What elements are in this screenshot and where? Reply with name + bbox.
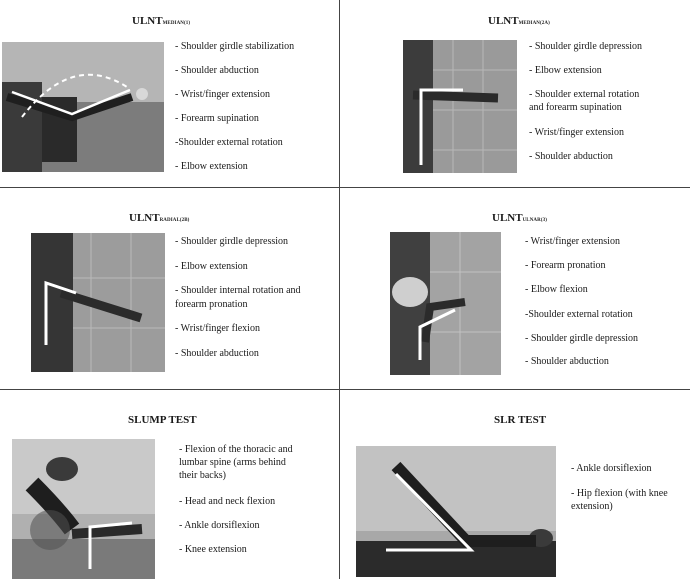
- list-slump-test: [179, 444, 329, 574]
- panel-title-slr-test: [494, 414, 546, 426]
- row-divider-2: [0, 389, 690, 390]
- list-item: - Hip flexion (with knee: [571, 488, 668, 499]
- photo-ulnt-radial2b: [31, 233, 165, 372]
- list-item: forearm pronation: [175, 299, 248, 310]
- list-item: extension): [571, 501, 613, 512]
- visual-search-lens-icon[interactable]: [30, 510, 70, 550]
- title-main: SLR TEST: [494, 414, 547, 426]
- list-ulnt-median1: [175, 41, 335, 181]
- list-item: - Shoulder abduction: [175, 348, 259, 359]
- photo-ulnt-median2a: [403, 40, 517, 173]
- list-item: - Forearm pronation: [525, 260, 606, 271]
- list-item: and forearm supination: [529, 102, 622, 113]
- list-slr-test: [571, 463, 689, 543]
- title-main: ULNT: [132, 15, 163, 27]
- panel-title-slump-test: [128, 414, 197, 426]
- list-item: - Elbow flexion: [525, 284, 588, 295]
- list-item: - Shoulder girdle depression: [175, 236, 289, 247]
- panel-title-ulnt-ulnar3: [492, 212, 547, 224]
- title-main: ULNT: [488, 15, 519, 27]
- panel-title-ulnt-radial2b: [129, 212, 189, 224]
- list-item: - Wrist/finger extension: [175, 89, 270, 100]
- list-item: -Shoulder external rotation: [525, 309, 633, 320]
- list-item: - Elbow extension: [175, 261, 248, 272]
- photo-ulnt-median1: [2, 42, 164, 172]
- title-main: ULNT: [492, 212, 523, 224]
- list-ulnt-radial2b: [175, 236, 335, 376]
- list-item: - Shoulder girdle stabilization: [175, 41, 295, 52]
- title-main: ULNT: [129, 212, 160, 224]
- panel-title-ulnt-median2a: [488, 15, 550, 27]
- photo-slump-test: [12, 439, 155, 579]
- list-item: their backs): [179, 470, 226, 481]
- list-item: - Wrist/finger flexion: [175, 323, 260, 334]
- list-item: - Shoulder abduction: [525, 356, 609, 367]
- title-subscript: MEDIAN(2A): [518, 21, 550, 26]
- row-divider-1: [0, 187, 690, 188]
- list-item: - Shoulder abduction: [175, 65, 259, 76]
- list-item: - Shoulder external rotation: [529, 89, 640, 100]
- list-item: - Head and neck flexion: [179, 496, 276, 507]
- list-item: - Wrist/finger extension: [529, 127, 624, 138]
- list-item: - Flexion of the thoracic and: [179, 444, 293, 455]
- list-item: - Forearm supination: [175, 113, 259, 124]
- list-item: - Shoulder internal rotation and: [175, 285, 301, 296]
- list-item: - Elbow extension: [175, 161, 248, 172]
- list-item: - Wrist/finger extension: [525, 236, 620, 247]
- list-item: lumbar spine (arms behind: [179, 457, 286, 468]
- list-item: - Shoulder girdle depression: [529, 41, 643, 52]
- title-subscript: ULNAR(3): [522, 218, 547, 223]
- list-item: -Shoulder external rotation: [175, 137, 283, 148]
- list-item: - Elbow extension: [529, 65, 602, 76]
- panel-title-ulnt-median1: [132, 15, 190, 27]
- vertical-divider: [339, 0, 340, 579]
- list-item: - Ankle dorsiflexion: [571, 463, 652, 474]
- title-subscript: RADIAL(2B): [159, 218, 190, 223]
- list-item: - Knee extension: [179, 544, 247, 555]
- title-subscript: MEDIAN(1): [162, 21, 191, 26]
- title-main: SLUMP TEST: [128, 414, 197, 426]
- photo-ulnt-ulnar3: [390, 232, 501, 375]
- list-item: - Shoulder girdle depression: [525, 333, 639, 344]
- photo-slr-test: [356, 446, 556, 577]
- list-item: - Ankle dorsiflexion: [179, 520, 260, 531]
- list-ulnt-ulnar3: [525, 236, 685, 376]
- list-item: - Shoulder abduction: [529, 151, 613, 162]
- list-ulnt-median2a: [529, 41, 689, 181]
